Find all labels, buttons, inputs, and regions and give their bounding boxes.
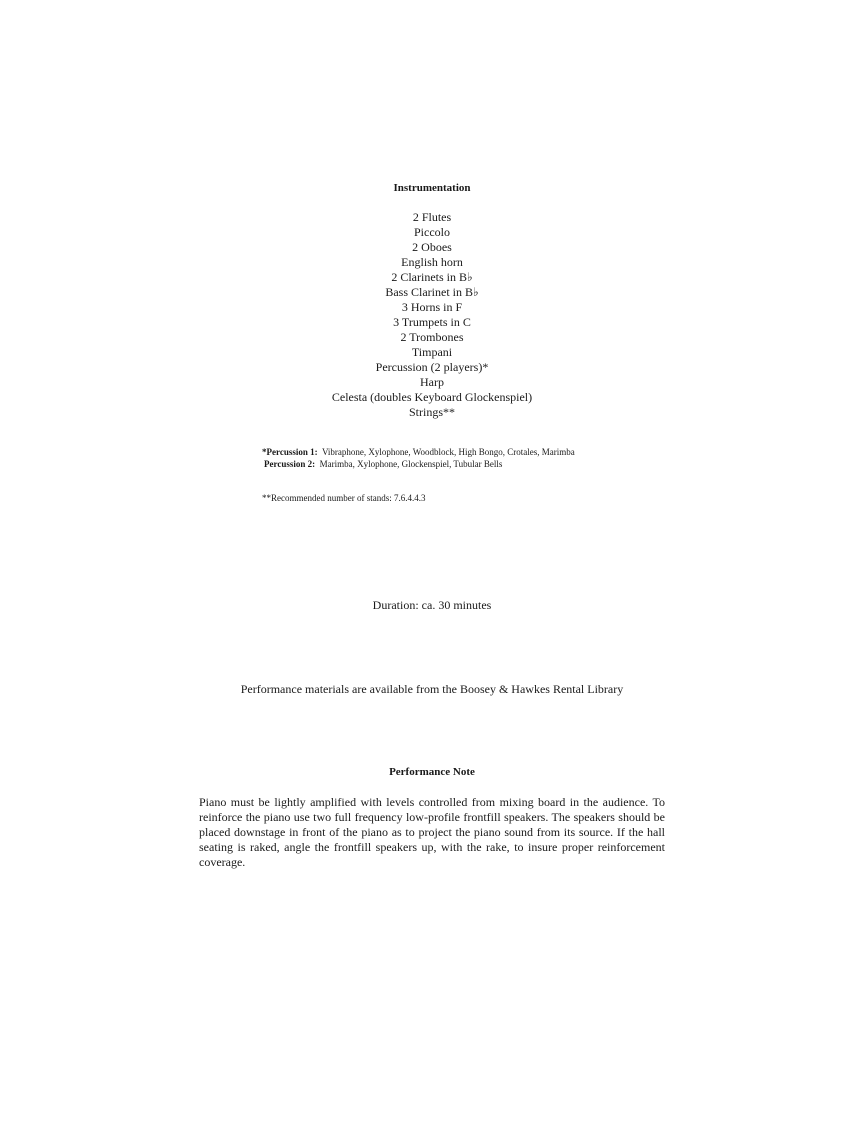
instrument-item: Piccolo bbox=[414, 225, 450, 239]
instrument-item: Timpani bbox=[411, 345, 453, 359]
percussion-2-line bbox=[262, 458, 575, 470]
instrument-item: Strings** bbox=[408, 405, 455, 419]
percussion-2-label: Percussion 2: bbox=[264, 459, 316, 469]
instrument-item: 3 Trumpets in C bbox=[393, 315, 471, 329]
instrument-item: Percussion (2 players)* bbox=[375, 360, 489, 374]
instrument-item: Celesta (doubles Keyboard Glockenspiel) bbox=[331, 390, 533, 404]
instrumentation-heading: Instrumentation bbox=[393, 182, 471, 194]
stands-footnote: **Recommended number of stands: 7.6.4.4.3 bbox=[262, 493, 426, 503]
instrument-item: Harp bbox=[420, 375, 444, 389]
duration-text: Duration: ca. 30 minutes bbox=[372, 598, 492, 612]
instrument-item: Bass Clarinet in B♭ bbox=[385, 285, 479, 299]
percussion-1-label: *Percussion 1: bbox=[262, 447, 318, 457]
instrument-item: 2 Clarinets in B♭ bbox=[391, 270, 473, 284]
percussion-1-instruments: Vibraphone, Xylophone, Woodblock, High Bongo, Crotales, Marimba bbox=[321, 447, 575, 457]
instrument-item: 2 Flutes bbox=[412, 210, 452, 224]
rental-library-notice: Performance materials are available from the Boosey & Hawkes Rental Library bbox=[240, 682, 624, 696]
instrument-list bbox=[0, 210, 864, 420]
percussion-footnote bbox=[262, 446, 575, 470]
instrument-item: 3 Horns in F bbox=[401, 300, 463, 314]
performance-note-heading: Performance Note bbox=[389, 766, 475, 778]
instrument-item: 2 Trombones bbox=[400, 330, 464, 344]
instrument-item: 2 Oboes bbox=[412, 240, 452, 254]
performance-note-paragraph: Piano must be lightly amplified with levels controlled from mixing board in the audience. To reinforce the piano use two full frequency low-profile frontfill speakers. The speakers should be placed downstage in front of the piano as to project the piano sound from its source. If the hall seating is raked, angle the frontfill speakers up, with the rake, to insure proper reinforcement coverage. bbox=[199, 795, 665, 869]
percussion-1-line bbox=[262, 446, 575, 458]
percussion-2-instruments: Marimba, Xylophone, Glockenspiel, Tubular Bells bbox=[319, 459, 503, 469]
instrument-item: English horn bbox=[401, 255, 463, 269]
